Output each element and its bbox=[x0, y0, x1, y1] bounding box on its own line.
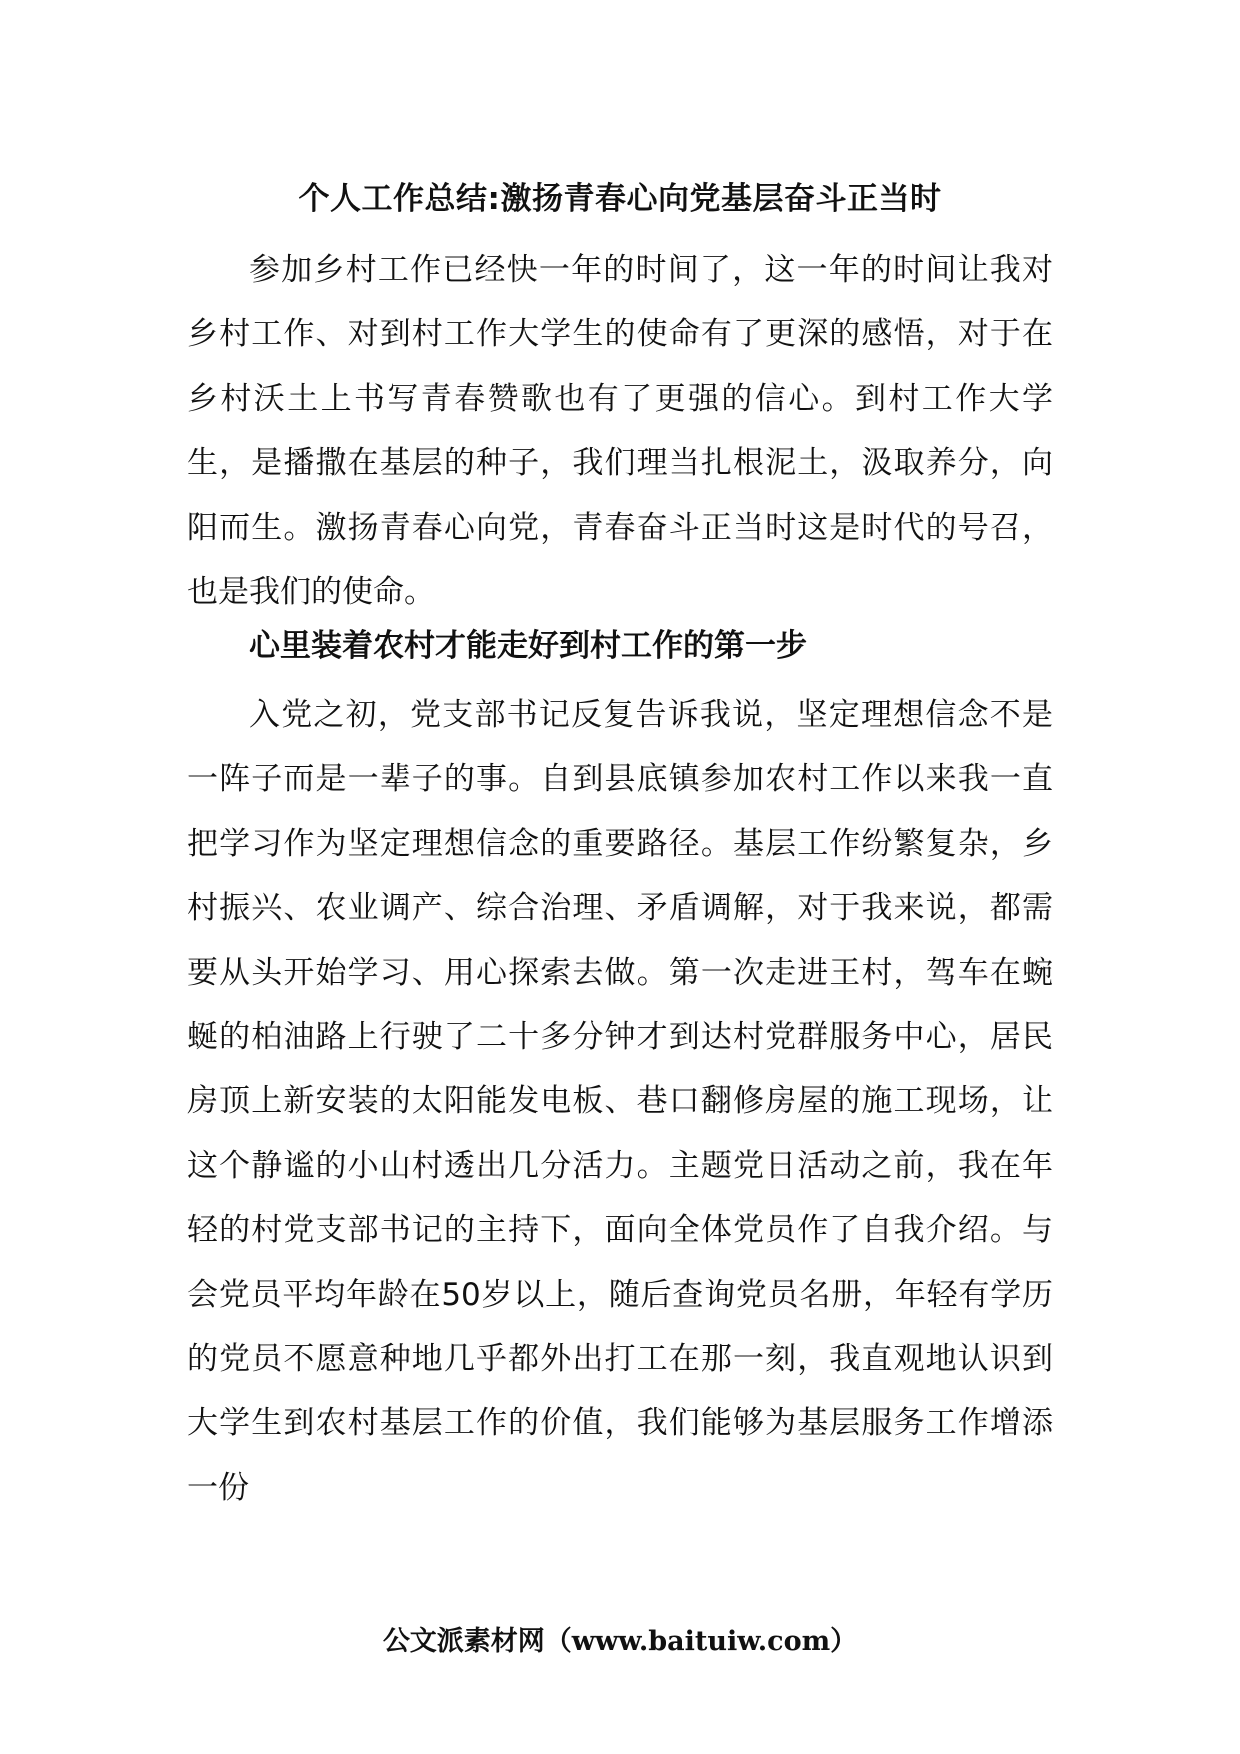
document-title: 个人工作总结:激扬青春心向党基层奋斗正当时 bbox=[298, 181, 942, 217]
section-heading: 心里装着农村才能走好到村工作的第一步 bbox=[249, 628, 807, 664]
paragraph-text: 入党之初，党支部书记反复告诉我说，坚定理想信念不是一阵子而是一辈子的事。自到县底镇参加农村工作以来我一直把学习作为坚定理想信念的重要路径。基层工作纷繁复杂，乡村振兴、农业调产、综合治理、矛盾调解，对于我来说，都需要从头开始学习、用心探索去做。第一次走进王村，驾车在蜿蜒的柏油路上行驶了二十多分钟才到达村党群服务中心，居民房顶上新安装的太阳能发电板、巷口翻修房屋的施工现场，让这个静谧的小山村透出几分活力。主题党日活动之前，我在年轻的村党支部书记的主持下，面向全体党员作了自我介绍。与会党员平均年龄在50岁以上，随后查询党员名册，年轻有学历的党员不愿意种地几乎都外出打工在那一刻，我直观地认识到大学生到农村基层工作的价值，我们能够为基层服务工作增添一份 bbox=[187, 697, 1053, 1506]
paragraph-intro bbox=[187, 238, 1053, 624]
paragraph-text: 参加乡村工作已经快一年的时间了，这一年的时间让我对乡村工作、对到村工作大学生的使命有了更深的感悟，对于在乡村沃土上书写青春赞歌也有了更强的信心。到村工作大学生，是播撒在基层的种子，我们理当扎根泥土，汲取养分，向阳而生。激扬青春心向党，青春奋斗正当时这是时代的号召，也是我们的使命。 bbox=[187, 252, 1053, 611]
paragraph-section-1 bbox=[187, 683, 1053, 1520]
footer-source: 公文派素材网（www.baituiw.com） bbox=[382, 1626, 858, 1657]
